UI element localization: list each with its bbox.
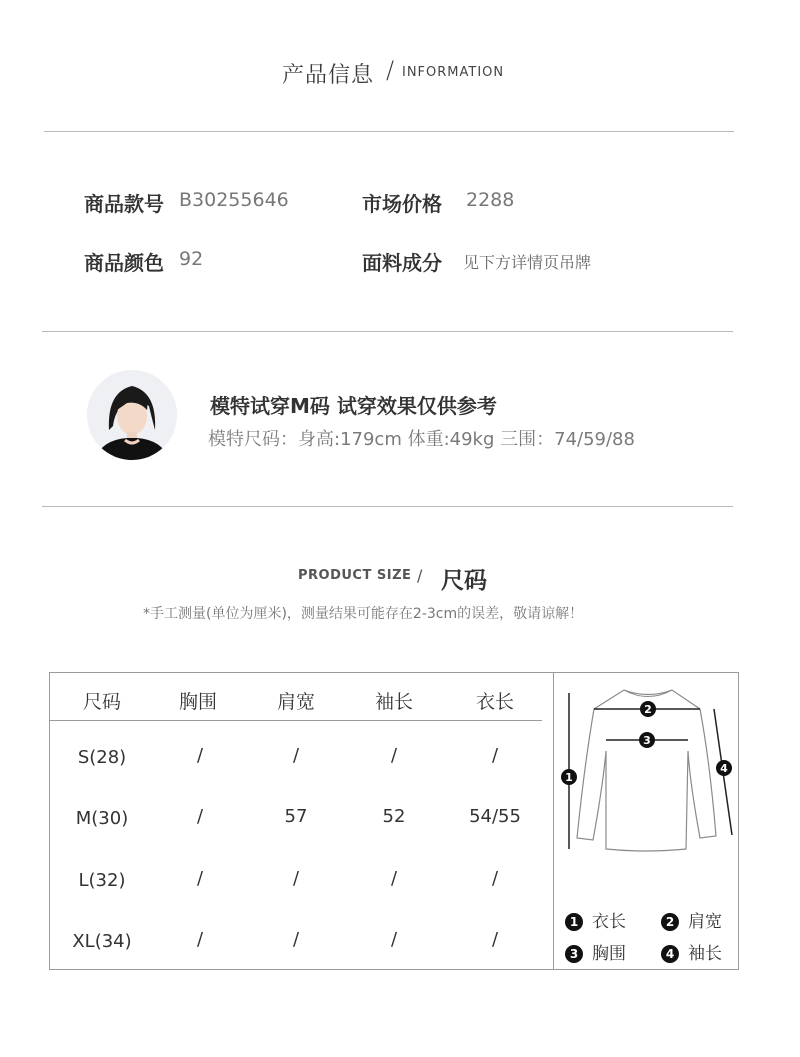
table-cell: / bbox=[196, 745, 204, 766]
table-cell: / bbox=[292, 745, 300, 766]
number-4-icon: 4 bbox=[661, 945, 679, 963]
table-cell: 57 bbox=[284, 806, 308, 827]
col-header-sleeve: 袖长 bbox=[374, 691, 413, 713]
col-header-shoulder: 肩宽 bbox=[276, 691, 315, 713]
section-title-cn: 产品信息 bbox=[282, 63, 375, 88]
table-cell-size: M(30) bbox=[75, 808, 129, 829]
marker-4: 4 bbox=[720, 762, 728, 775]
table-header-divider bbox=[49, 720, 542, 721]
price-value: 2288 bbox=[466, 189, 515, 211]
number-3-icon: 3 bbox=[565, 945, 583, 963]
divider bbox=[42, 331, 733, 332]
col-header-length: 衣长 bbox=[475, 691, 514, 713]
table-cell: / bbox=[292, 868, 300, 889]
fabric-label: 面料成分 bbox=[362, 251, 442, 275]
style-no-value: B30255646 bbox=[179, 189, 289, 211]
legend-label: 袖长 bbox=[688, 944, 722, 964]
legend-label: 胸围 bbox=[592, 944, 626, 964]
table-cell: 52 bbox=[382, 806, 406, 827]
table-cell: / bbox=[390, 745, 398, 766]
divider bbox=[44, 131, 734, 132]
col-header-size: 尺码 bbox=[82, 691, 121, 713]
model-fit-note: 模特试穿M码 试穿效果仅供参考 bbox=[210, 394, 497, 418]
measurement-note: *手工测量(单位为厘米)，测量结果可能存在2-3cm的误差，敬请谅解！ bbox=[143, 606, 584, 622]
legend-label: 肩宽 bbox=[688, 912, 722, 932]
legend-item-length bbox=[565, 907, 626, 932]
style-no-label: 商品款号 bbox=[84, 192, 164, 216]
legend-label: 衣长 bbox=[592, 912, 626, 932]
model-measurements: 模特尺码：身高:179cm 体重:49kg 三围：74/59/88 bbox=[208, 429, 635, 450]
marker-3: 3 bbox=[643, 734, 651, 747]
table-cell-size: XL(34) bbox=[72, 931, 132, 952]
color-label: 商品颜色 bbox=[84, 251, 164, 275]
price-label: 市场价格 bbox=[362, 192, 442, 216]
table-cell-size: S(28) bbox=[77, 747, 127, 768]
table-cell: 54/55 bbox=[469, 806, 521, 827]
table-cell: / bbox=[196, 806, 204, 827]
size-title-separator: / bbox=[417, 566, 423, 585]
color-value: 92 bbox=[179, 248, 204, 270]
model-avatar bbox=[87, 370, 177, 460]
table-cell: / bbox=[491, 929, 499, 950]
table-cell: / bbox=[292, 929, 300, 950]
number-2-icon: 2 bbox=[661, 913, 679, 931]
legend-item-chest bbox=[565, 939, 626, 964]
marker-1: 1 bbox=[565, 771, 573, 784]
table-cell: / bbox=[196, 868, 204, 889]
section-title-en: INFORMATION bbox=[402, 65, 505, 80]
table-cell: / bbox=[196, 929, 204, 950]
size-title-en: PRODUCT SIZE bbox=[298, 568, 412, 583]
table-cell-size: L(32) bbox=[78, 870, 126, 891]
table-cell: / bbox=[491, 745, 499, 766]
legend-item-sleeve bbox=[661, 939, 722, 964]
table-cell: / bbox=[390, 868, 398, 889]
marker-2: 2 bbox=[644, 703, 652, 716]
fabric-value: 见下方详情页吊牌 bbox=[463, 253, 592, 272]
col-header-chest: 胸围 bbox=[178, 691, 217, 713]
title-separator: / bbox=[386, 56, 395, 84]
garment-measure-diagram bbox=[554, 673, 738, 863]
table-cell: / bbox=[390, 929, 398, 950]
legend-item-shoulder bbox=[661, 907, 722, 932]
model-portrait-image bbox=[87, 370, 177, 460]
number-1-icon: 1 bbox=[565, 913, 583, 931]
table-cell: / bbox=[491, 868, 499, 889]
divider bbox=[42, 506, 733, 507]
size-title-cn: 尺码 bbox=[441, 568, 487, 594]
